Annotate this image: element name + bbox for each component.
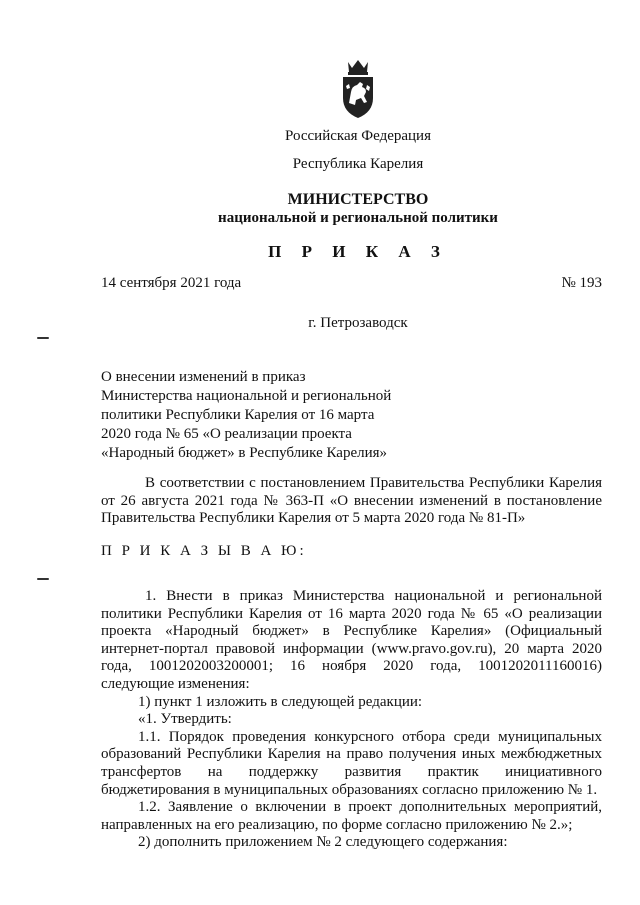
paragraph-1-2-line: 1.2. Заявление о включении в проект дополнительных мероприятий,	[138, 799, 602, 816]
preamble-line: В соответствии с постановлением Правительства Республики Карелия	[145, 475, 602, 491]
quote-start: «1. Утвердить:	[138, 711, 232, 728]
ministry-title: МИНИСТЕРСТВО	[287, 191, 429, 208]
subject-line: 2020 года № 65 «О реализации проекта	[101, 426, 352, 442]
preamble-line: Правительства Республики Карелия от 5 марта 2020 года № 81-П»	[101, 510, 526, 527]
body-line: года, 1001202003200001; 16 ноября 2020 года, 1001202011160016)	[101, 658, 602, 675]
orders-heading: П Р И К А З Ы В А Ю:	[101, 543, 307, 559]
paragraph-1-1-line: 1.1. Порядок проведения конкурсного отбора среди муниципальных	[138, 728, 602, 745]
margin-mark	[37, 337, 49, 339]
document-type: П Р И К А З	[268, 242, 448, 261]
margin-mark	[37, 578, 49, 580]
paragraph-1-2-line: направленных на его реализацию, по форме согласно приложению № 2.»;	[101, 816, 573, 833]
country-name: Российская Федерация	[285, 128, 431, 144]
subject-line: «Народный бюджет» в Республике Карелия»	[101, 445, 388, 461]
sub-item-2: 2) дополнить приложением № 2 следующего содержания:	[138, 834, 508, 851]
paragraph-1-1-line: образований Республики Карелия на право получения иных межбюджетных	[101, 746, 602, 763]
karelia-coat-of-arms-icon	[336, 58, 380, 120]
body-line: проекта «Народный бюджет» в Республике Карелия» (Официальный	[101, 623, 602, 640]
preamble-line: от 26 августа 2021 года № 363-П «О внесении изменений в постановление	[101, 492, 602, 509]
subject-line: Министерства национальной и региональной	[101, 388, 392, 404]
paragraph-1-1-line: бюджетирования в муниципальных образованиях согласно приложению № 1.	[101, 781, 598, 798]
body-line: следующие изменения:	[101, 675, 250, 692]
order-date: 14 сентября 2021 года	[101, 275, 242, 291]
sub-item-1: 1) пункт 1 изложить в следующей редакции:	[138, 693, 423, 710]
ministry-subtitle: национальной и региональной политики	[218, 210, 498, 226]
order-body	[101, 588, 602, 852]
city: г. Петрозаводск	[308, 315, 408, 331]
body-line: интернет-портал правовой информации (www.pravo.gov.ru), 20 марта 2020	[101, 640, 602, 657]
subject-line: политики Республики Карелия от 16 марта	[101, 407, 375, 423]
preamble	[101, 475, 602, 528]
order-number: № 193	[561, 275, 602, 291]
body-line: 1. Внести в приказ Министерства национальной и региональной	[145, 588, 602, 604]
order-subject	[101, 368, 391, 463]
paragraph-1-1-line: трансфертов на поддержку развития практик инициативного	[101, 763, 602, 780]
republic-name: Республика Карелия	[292, 156, 424, 172]
subject-line: О внесении изменений в приказ	[101, 369, 306, 385]
body-line: политики Республики Карелия от 16 марта 2020 года № 65 «О реализации	[101, 605, 602, 622]
